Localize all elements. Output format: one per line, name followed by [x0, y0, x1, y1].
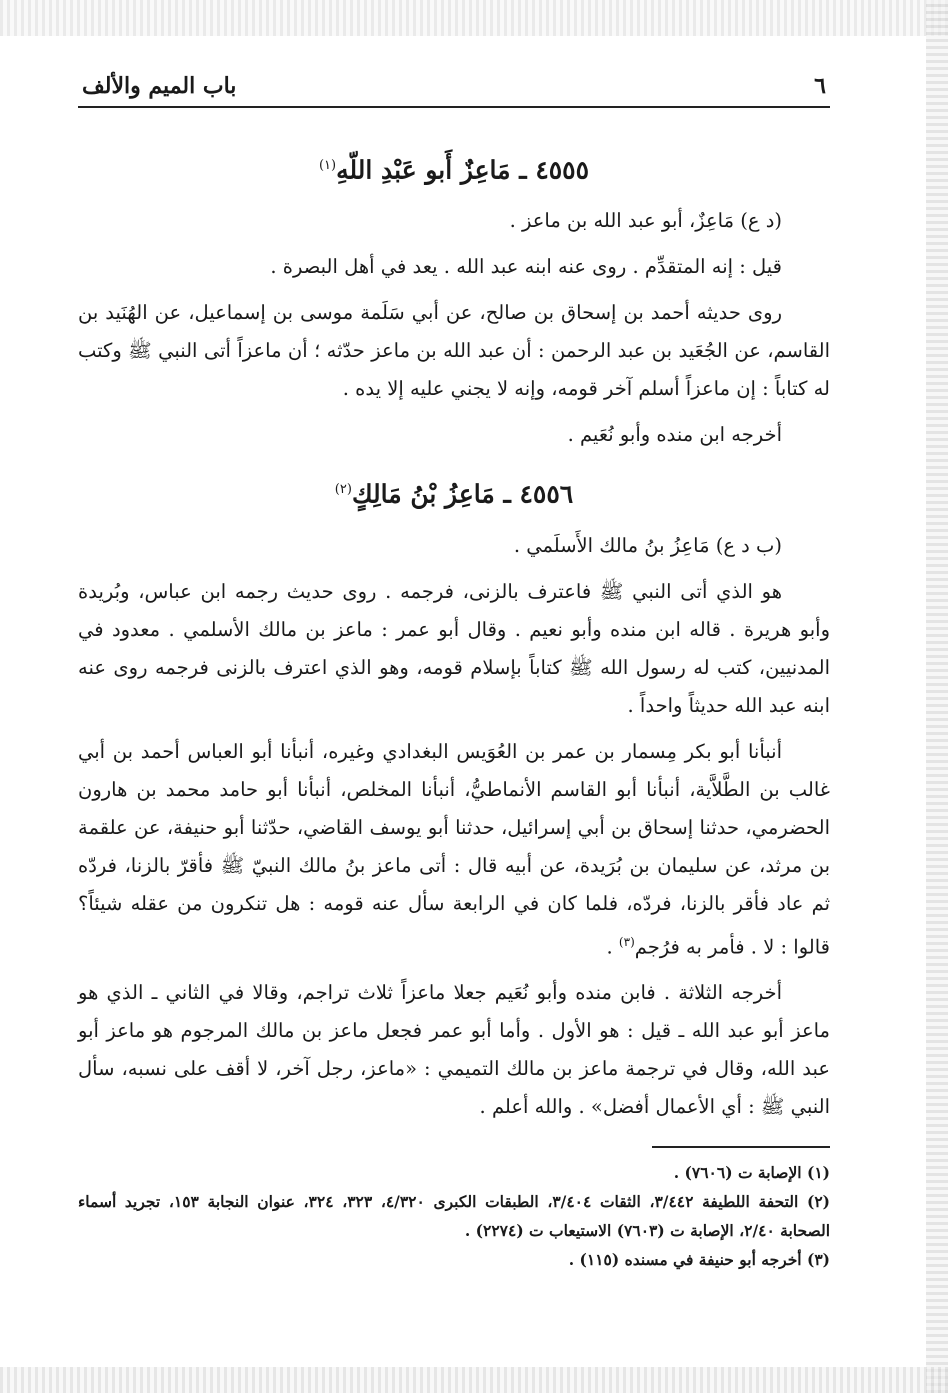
scan-edge-bottom	[0, 1367, 948, 1393]
entry-heading: ٤٥٥٦ ـ مَاعِزُ بْنُ مَالِكٍ	[351, 479, 574, 509]
entry-heading: ٤٥٥٥ ـ مَاعِزٌ أَبو عَبْدِ اللّهِ	[336, 155, 590, 185]
footnote-1: (١) الإصابة ت (٧٦٠٦) .	[673, 1163, 830, 1183]
entry-paragraph: أخرجه ابن منده وأبو نُعَيم .	[567, 423, 782, 447]
entry-title-4556	[78, 472, 830, 512]
entry-paragraph: (ب د ع) مَاعِزُ بنُ مالك الأَسلَمي .	[513, 533, 782, 557]
footnote-2: (٢) التحفة اللطيفة ٣/٤٤٢، الثقات ٣/٤٠٤، الطبقات الكبرى ٤/٣٢٠، ٣٢٣، ٣٢٤، عنوان النجابة ١٥٣، تجريد أسماء الصحابة ٢/٤٠، الإصابة ت (٧٦٠٣) الاستيعاب ت (٢٢٧٤) .	[78, 1192, 830, 1241]
entry-paragraph: قيل : إنه المتقدِّم . روى عنه ابنه عبد الله . يعد في أهل البصرة .	[270, 255, 782, 279]
entry-paragraph: هو الذي أتى النبي ﷺ فاعترف بالزنى، فرجمه . روى حديث رجمه ابن عباس، وبُريدة وأبو هريرة . قاله ابن منده وأبو نعيم . وقال أبو عمر : ماعز بن مالك الأسلمي . معدود في المدنيين، كتب له رسول الله ﷺ كتاباً بإسلام قومه، وهو الذي اعترف بالزنى فرجمه روى عنه ابنه عبد الله حديثاً واحداً .	[78, 579, 830, 717]
entry-paragraph-isnad: أنبأنا أبو بكر مِسمار بن عمر بن العُوَيس البغدادي وغيره، أنبأنا أبو العباس أحمد بن أبي غالب بن الطَّلاَّية، أنبأنا أبو القاسم الأنماطيُّ، أنبأنا المخلص، أنبأنا أبو حامد محمد بن هارون الحضرمي، حدثنا إسحاق بن أبي إسرائيل، حدثنا أبو يوسف القاضي، حدّثنا أبو حنيفة، عن علقمة بن مرثد، عن سليمان بن بُرَيدة، عن أبيه قال : أتى ماعز بنُ مالك النبيّ ﷺ فأقرّ بالزنا، فردّه ثم عاد فأقر بالزنا، فردّه، فلما كان في الرابعة سأل عنه قومه : هل تنكرون من عقله شيئاً؟ قالوا : لا . فأمر به فرُجم$^{(٣)}$ .	[78, 739, 830, 959]
isnad-text: أنبأنا أبو بكر مِسمار بن عمر بن العُوَيس البغدادي وغيره، أنبأنا أبو العباس أحمد بن أبي غالب بن الطَّلاَّية، أنبأنا أبو القاسم الأنماطيُّ، أنبأنا المخلص، أنبأنا أبو حامد محمد بن هارون الحضرمي، حدثنا إسحاق بن أبي إسرائيل، حدثنا أبو يوسف القاضي، حدّثنا أبو حنيفة، عن علقمة بن مرثد، عن سليمان بن بُرَيدة، عن أبيه قال : أتى ماعز بنُ مالك النبيّ ﷺ فأقرّ بالزنا، فردّه ثم عاد فأقر بالزنا، فردّه، فلما كان في الرابعة سأل عنه قومه : هل تنكرون من عقله شيئاً؟ قالوا : لا . فأمر به فرُجم	[78, 739, 830, 959]
entry-paragraph: روى حديثه أحمد بن إسحاق بن صالح، عن أبي سَلَمة موسى بن إسماعيل، عن الهُنَيد بن القاسم، عن الجُعَيد بن عبد الرحمن : أن عبد الله بن ماعز حدّثه ؛ أن ماعزاً أتى النبي ﷺ وكتب له كتاباً : إن ماعزاً أسلم آخر قومه، وإنه لا يجني عليه إلا يده .	[78, 301, 830, 401]
footnote-3: (٣) أخرجه أبو حنيفة في مسنده (١١٥) .	[568, 1250, 830, 1270]
scan-edge-right	[926, 0, 948, 1393]
running-head	[78, 70, 830, 108]
page-number: ٦	[814, 73, 826, 99]
scan-edge-top	[0, 0, 948, 36]
chapter-title: باب الميم والألف	[82, 73, 237, 99]
footnote-divider	[652, 1146, 830, 1148]
entry-paragraph: أخرجه الثلاثة . فابن منده وأبو نُعَيم جعلا ماعزاً ثلاث تراجم، وقالا في الثاني ـ الذي هو ماعز أبو عبد الله ـ قيل : هو الأول . وأما أبو عمر فجعل ماعز بن مالك المرجوم هو ماعز أبو عبد الله، وقال في ترجمة ماعز بن مالك التميمي : «ماعز، رجل آخر، لا أقف على نسبه، سأل النبي ﷺ : أي الأعمال أفضل» . والله أعلم .	[78, 981, 830, 1119]
footnote-ref: (١)	[318, 158, 337, 173]
footnote-ref: (٢)	[334, 482, 352, 498]
footnote-ref: (٣)	[618, 934, 635, 949]
entry-title-4555	[78, 148, 830, 188]
book-page	[78, 70, 830, 1274]
entry-paragraph: (د ع) مَاعِزٌ، أبو عبد الله بن ماعز .	[509, 209, 782, 233]
